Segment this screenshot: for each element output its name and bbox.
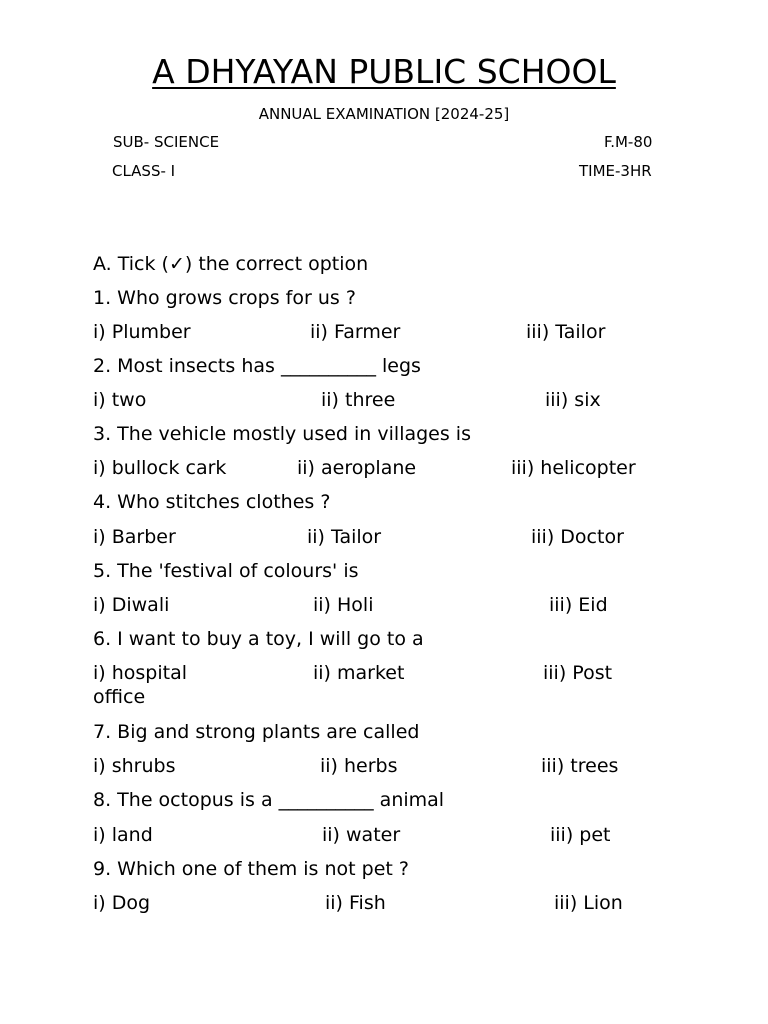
option-i: i) hospital (93, 662, 188, 684)
option-i: i) land (93, 824, 153, 846)
full-marks-label: F.M-80 (604, 133, 653, 151)
option-i: i) two (93, 389, 147, 411)
option-i: i) shrubs (93, 755, 176, 777)
question-text: 7. Big and strong plants are called (93, 721, 420, 743)
option-i: i) Dog (93, 892, 151, 914)
subject-label: SUB- SCIENCE (113, 133, 220, 151)
school-name: A DHYAYAN PUBLIC SCHOOL (152, 52, 616, 91)
exam-title: ANNUAL EXAMINATION [2024-25] (258, 105, 510, 123)
option-iii: iii) Lion (554, 892, 623, 914)
question-text: 1. Who grows crops for us ? (93, 287, 356, 309)
section-heading: A. Tick (✓) the correct option (93, 253, 369, 275)
question-text: 8. The octopus is a __________ animal (93, 789, 445, 811)
option-iii: iii) trees (541, 755, 619, 777)
question-text: 4. Who stitches clothes ? (93, 491, 331, 513)
option-i: i) Barber (93, 526, 176, 548)
option-i: i) bullock cark (93, 457, 227, 479)
option-iii-wrap: office (93, 686, 146, 708)
option-iii: iii) Doctor (531, 526, 624, 548)
option-ii: ii) water (322, 824, 401, 846)
option-ii: ii) aeroplane (297, 457, 417, 479)
option-ii: ii) Holi (313, 594, 374, 616)
option-iii: iii) Tailor (526, 321, 606, 343)
question-text: 6. I want to buy a toy, I will go to a (93, 628, 424, 650)
option-ii: ii) market (313, 662, 405, 684)
class-label: CLASS- I (112, 162, 176, 180)
option-ii: ii) herbs (320, 755, 398, 777)
option-ii: ii) Tailor (307, 526, 382, 548)
option-iii: iii) six (545, 389, 601, 411)
question-text: 2. Most insects has __________ legs (93, 355, 421, 377)
question-text: 5. The 'festival of colours' is (93, 560, 359, 582)
option-iii: iii) helicopter (511, 457, 636, 479)
question-text: 3. The vehicle mostly used in villages is (93, 423, 471, 445)
question-text: 9. Which one of them is not pet ? (93, 858, 409, 880)
option-iii: iii) Eid (549, 594, 608, 616)
option-iii: iii) Post (543, 662, 613, 684)
option-ii: ii) Farmer (310, 321, 401, 343)
option-ii: ii) Fish (325, 892, 386, 914)
time-label: TIME-3HR (579, 162, 652, 180)
option-iii: iii) pet (550, 824, 611, 846)
option-ii: ii) three (321, 389, 396, 411)
option-i: i) Diwali (93, 594, 170, 616)
option-i: i) Plumber (93, 321, 191, 343)
